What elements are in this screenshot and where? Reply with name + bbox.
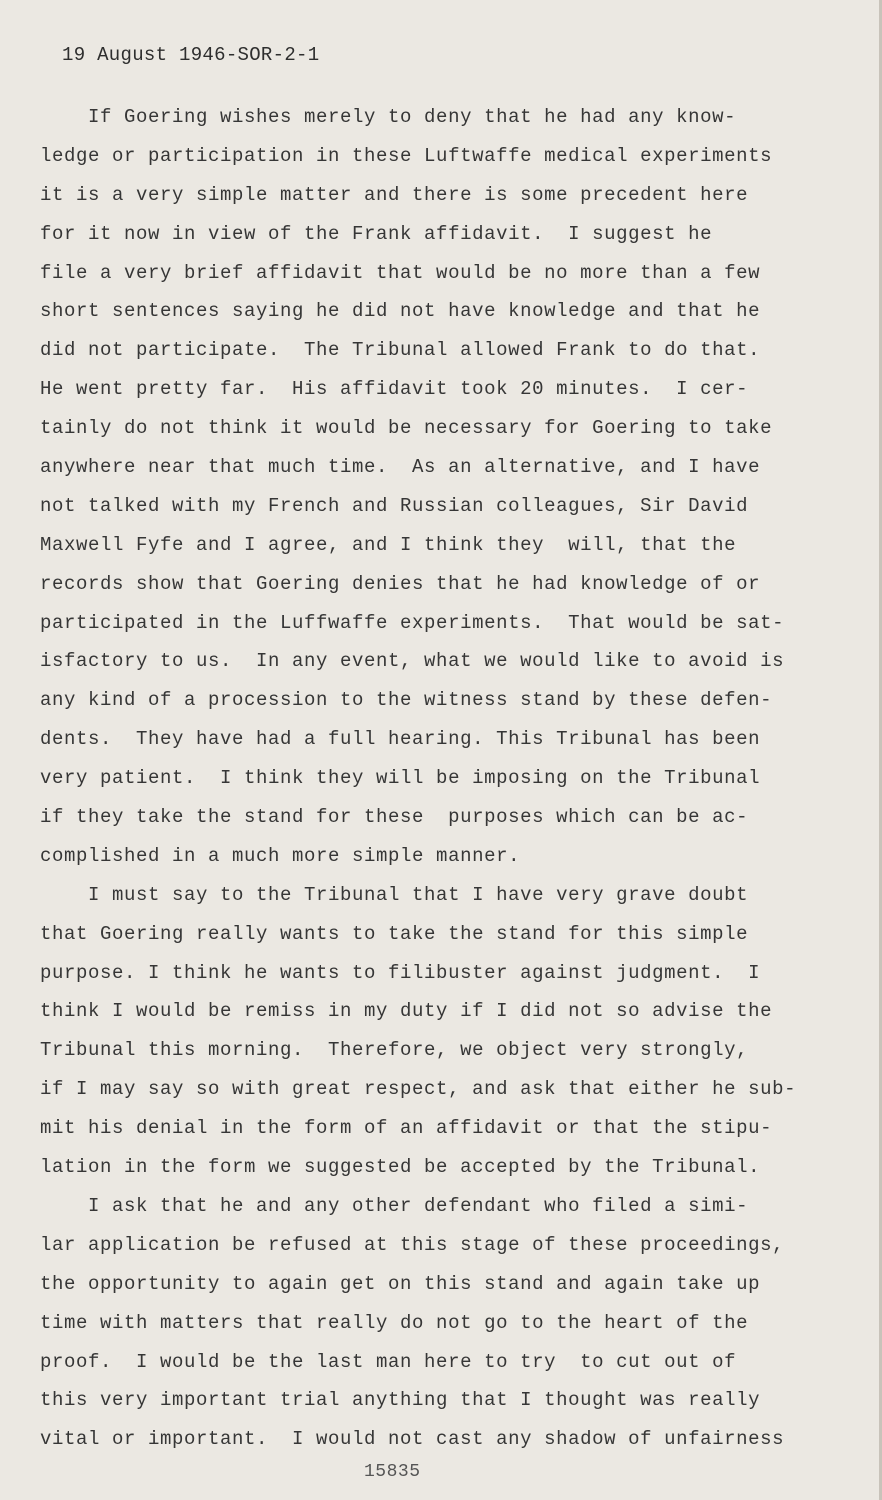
- text-line: If Goering wishes merely to deny that he had any know-: [40, 106, 737, 128]
- text-line: I ask that he and any other defendant who filed a simi-: [40, 1194, 749, 1217]
- text-line: this very important trial anything that I thought was really: [40, 1389, 761, 1412]
- text-line: dents. They have had a full hearing. This Tribunal has been: [40, 728, 761, 751]
- text-line: mit his denial in the form of an affidavit or that the stipu-: [40, 1117, 773, 1140]
- page-header: 19 August 1946-SOR-2-1: [62, 44, 320, 66]
- text-line: did not participate. The Tribunal allowed Frank to do that.: [40, 339, 761, 362]
- text-line: I must say to the Tribunal that I have very grave doubt: [40, 883, 749, 906]
- text-line: Maxwell Fyfe and I agree, and I think they will, that the: [40, 533, 737, 556]
- text-line: very patient. I think they will be imposing on the Tribunal: [40, 767, 761, 790]
- text-line: lation in the form we suggested be accepted by the Tribunal.: [40, 1156, 761, 1179]
- text-line: that Goering really wants to take the stand for this simple: [40, 922, 749, 945]
- text-line: not talked with my French and Russian colleagues, Sir David: [40, 494, 749, 517]
- text-line: if they take the stand for these purposes which can be ac-: [40, 806, 749, 829]
- text-line: ledge or participation in these Luftwaffe medical experiments: [40, 144, 773, 167]
- text-line: tainly do not think it would be necessary for Goering to take: [40, 417, 773, 440]
- text-line: complished in a much more simple manner.: [40, 844, 521, 867]
- text-line: think I would be remiss in my duty if I did not so advise the: [40, 1000, 773, 1023]
- text-line: purpose. I think he wants to filibuster against judgment. I: [40, 961, 761, 984]
- text-line: the opportunity to again get on this stand and again take up: [40, 1272, 761, 1295]
- text-line: it is a very simple matter and there is some precedent here: [40, 183, 749, 206]
- text-line: time with matters that really do not go to the heart of the: [40, 1311, 749, 1334]
- text-line: participated in the Luffwaffe experiments. That would be sat-: [40, 611, 785, 634]
- text-line: vital or important. I would not cast any shadow of unfairness: [40, 1428, 785, 1451]
- text-line: any kind of a procession to the witness stand by these defen-: [40, 689, 773, 712]
- text-line: isfactory to us. In any event, what we would like to avoid is: [40, 650, 785, 673]
- text-line: short sentences saying he did not have knowledge and that he: [40, 300, 761, 323]
- text-line: lar application be refused at this stage of these proceedings,: [40, 1233, 785, 1256]
- text-line: He went pretty far. His affidavit took 20 minutes. I cer-: [40, 378, 749, 401]
- text-line: file a very brief affidavit that would be no more than a few: [40, 261, 761, 284]
- text-line: records show that Goering denies that he had knowledge of or: [40, 572, 761, 595]
- text-line: if I may say so with great respect, and ask that either he sub-: [40, 1078, 797, 1101]
- text-line: for it now in view of the Frank affidavit. I suggest he: [40, 222, 713, 245]
- text-line: anywhere near that much time. As an alternative, and I have: [40, 456, 761, 479]
- document-body: [40, 98, 797, 1459]
- text-line: Tribunal this morning. Therefore, we object very strongly,: [40, 1039, 749, 1062]
- text-line: proof. I would be the last man here to try to cut out of: [40, 1350, 737, 1373]
- page-number: 15835: [364, 1462, 421, 1482]
